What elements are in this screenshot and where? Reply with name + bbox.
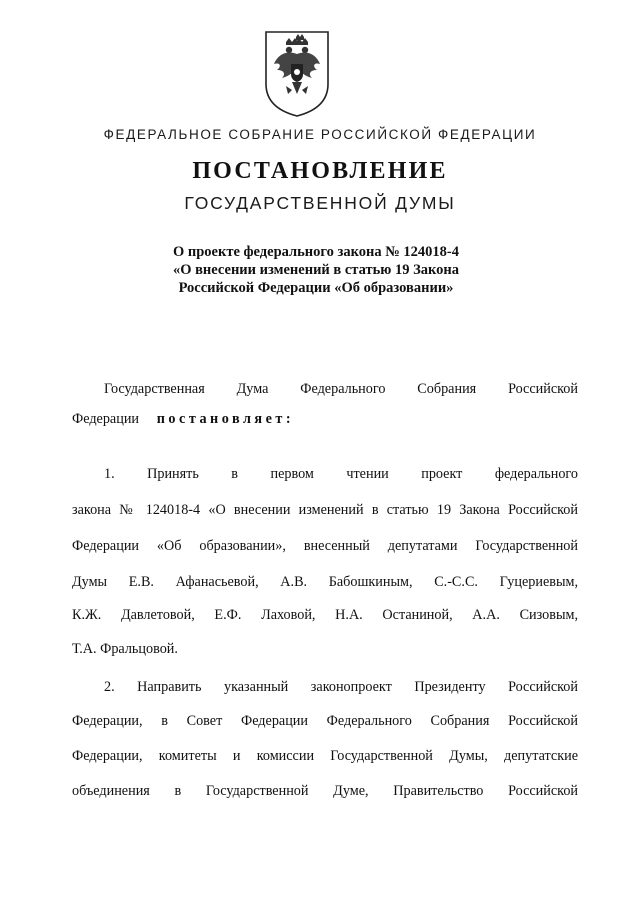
preamble-line: Государственная Дума Федерального Собрания Российской	[104, 381, 578, 397]
decree-word: постановляет:	[156, 411, 295, 427]
preamble-line	[72, 410, 578, 428]
subject-line: Российской Федерации «Об образовании»	[178, 280, 454, 296]
paragraph-1-line: 1. Принять в первом чтении проект федерального	[104, 466, 578, 482]
document-issuer: ГОСУДАРСТВЕННОЙ ДУМЫ	[184, 193, 456, 213]
paragraph-1-line: Федерации «Об образовании», внесенный депутатами Государственной	[72, 538, 578, 554]
subject-line: «О внесении изменений в статью 19 Закона	[172, 262, 460, 278]
paragraph-1-line: Думы Е.В. Афанасьевой, А.В. Бабошкиным, С.-С.С. Гуцериевым,	[72, 574, 578, 590]
paragraph-2-line: Федерации, комитеты и комиссии Государственной Думы, депутатские	[72, 748, 578, 764]
paragraph-2-line: Федерации, в Совет Федерации Федерального Собрания Российской	[72, 713, 578, 729]
russian-coat-of-arms-icon	[262, 28, 332, 118]
assembly-heading: ФЕДЕРАЛЬНОЕ СОБРАНИЕ РОССИЙСКОЙ ФЕДЕРАЦИИ	[103, 127, 537, 142]
preamble-federation: Федерации	[72, 411, 140, 427]
document-subject	[0, 243, 632, 297]
paragraph-1-line: Т.А. Фральцовой.	[72, 641, 178, 657]
document-type-title: ПОСТАНОВЛЕНИЕ	[192, 158, 448, 184]
paragraph-2-line: 2. Направить указанный законопроект Президенту Российской	[104, 679, 578, 695]
paragraph-1-line: К.Ж. Давлетовой, Е.Ф. Лаховой, Н.А. Останиной, А.А. Сизовым,	[72, 607, 578, 623]
paragraph-2-line: объединения в Государственной Думе, Правительство Российской	[72, 783, 578, 799]
paragraph-1-line: закона № 124018-4 «О внесении изменений в статью 19 Закона Российской	[72, 502, 578, 518]
subject-line: О проекте федерального закона № 124018-4	[172, 244, 460, 260]
